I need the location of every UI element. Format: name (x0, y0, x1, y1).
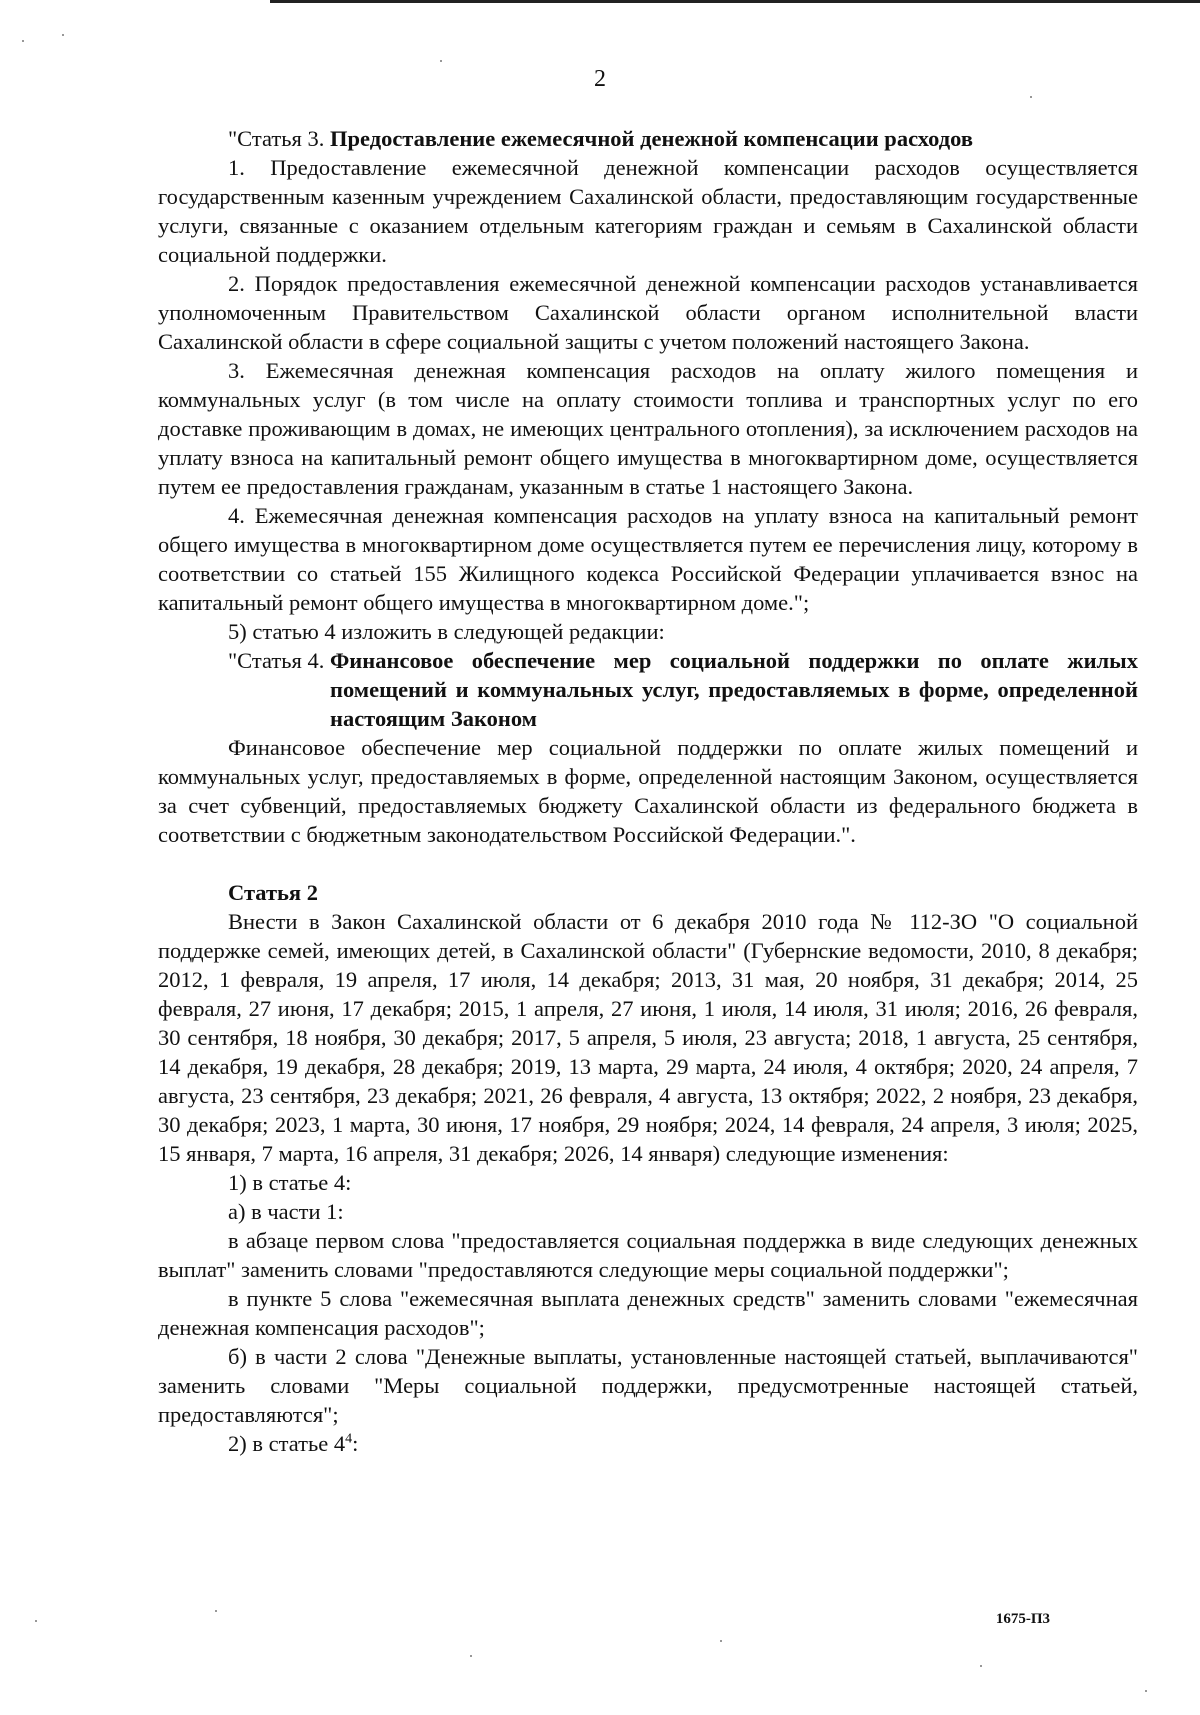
top-border-line (270, 0, 1200, 3)
section-2-heading: Статья 2 (228, 880, 318, 905)
section-2-intro: Внести в Закон Сахалинской области от 6 декабря 2010 года № 112-ЗО "О социальной поддержке семей, имеющих детей, в Сахалинской области" (Губернские ведомости, 2010, 8 декабря; 2012, 1 февраля, 19 апреля, 17 июля, 14 декабря; 2013, 31 мая, 20 ноября, 31 декабря; 2014, 25 февраля, 27 июня, 17 декабря; 2015, 1 апреля, 27 июня, 1 июля, 14 июля, 31 июля; 2016, 26 февраля, 30 сентября, 18 ноября, 30 декабря; 2017, 5 апреля, 5 июля, 23 августа; 2018, 1 августа, 25 сентября, 14 декабря, 19 декабря, 28 декабря; 2019, 13 марта, 29 марта, 24 июля, 4 октября; 2020, 24 апреля, 7 августа, 23 сентября, 23 декабря; 2021, 26 февраля, 4 августа, 13 октября; 2022, 2 ноября, 23 декабря, 30 декабря; 2023, 1 марта, 30 июня, 17 ноября, 29 ноября; 2024, 14 февраля, 24 апреля, 3 июля; 2025, 15 января, 7 марта, 16 апреля, 31 декабря; 2026, 14 января) следующие изменения: (158, 909, 1138, 1166)
article-4-title: Финансовое обеспечение мер социальной поддержки по оплате жилых помещений и коммунальных услуг, предоставляемых в форме, определенной настоящим Законом (329, 648, 1138, 731)
change-item-2-colon: : (352, 1431, 359, 1456)
change-paragraph-first: в абзаце первом слова "предоставляется социальная поддержка в виде следующих денежных выплат" заменить словами "предоставляются следующие меры социальной поддержки"; (158, 1228, 1138, 1282)
scan-speck (470, 1655, 472, 1657)
article-3-paragraph-2: 2. Порядок предоставления ежемесячной денежной компенсации расходов устанавливается уполномоченным Правительством Сахалинской области органом исполнительной власти Сахалинской области в сфере социальной защиты с учетом положений настоящего Закона. (158, 271, 1138, 354)
page-number: 2 (594, 66, 606, 92)
change-item-a: а) в части 1: (228, 1199, 344, 1224)
article-3-title: Предоставление ежемесячной денежной компенсации расходов (329, 126, 973, 151)
scan-speck (1030, 96, 1032, 98)
scan-speck (215, 1610, 217, 1612)
scan-speck (35, 1620, 37, 1622)
scan-speck (440, 60, 442, 62)
change-item-2-text: 2) в статье 4 (228, 1431, 346, 1456)
change-item-b: б) в части 2 слова "Денежные выплаты, установленные настоящей статьей, выплачиваются" заменить словами "Меры социальной поддержки, предусмотренные настоящей статьей, предоставляются"; (158, 1344, 1138, 1427)
scan-speck (980, 1665, 982, 1667)
scan-speck (720, 1640, 722, 1642)
article-3-paragraph-4: 4. Ежемесячная денежная компенсация расходов на уплату взноса на капитальный ремонт общего имущества в многоквартирном доме осуществляется путем ее перечисления лицу, которому в соответствии со статьей 155 Жилищного кодекса Российской Федерации уплачивается взнос на капитальный ремонт общего имущества в многоквартирном доме."; (158, 503, 1138, 615)
article-4-lead: "Статья 4. (228, 648, 330, 673)
document-body (158, 124, 1138, 1458)
change-point-5: в пункте 5 слова "ежемесячная выплата денежных средств" заменить словами "ежемесячная денежная компенсация расходов"; (158, 1286, 1138, 1340)
article-4-body: Финансовое обеспечение мер социальной поддержки по оплате жилых помещений и коммунальных услуг, предоставляемых в форме, определенной настоящим Законом, осуществляется за счет субвенций, предоставляемых бюджету Сахалинской области из федерального бюджета в соответствии с бюджетным законодательством Российской Федерации.". (158, 735, 1138, 847)
change-item-1: 1) в статье 4: (228, 1170, 352, 1195)
scan-speck (62, 34, 64, 36)
change-item-2-superscript: 4 (345, 1431, 353, 1447)
document-code: 1675-П3 (995, 1611, 1050, 1627)
article-4-heading (158, 646, 1138, 733)
scan-speck (22, 40, 24, 42)
change-item-2 (158, 1429, 1138, 1458)
article-3-paragraph-3: 3. Ежемесячная денежная компенсация расходов на оплату жилого помещения и коммунальных услуг (в том числе на оплату стоимости топлива и транспортных услуг по его доставке проживающим в домах, не имеющих центрального отопления), за исключением расходов на уплату взноса на капитальный ремонт общего имущества в многоквартирном доме, осуществляется путем ее предоставления гражданам, указанным в статье 1 настоящего Закона. (158, 358, 1138, 499)
article-3-paragraph-1: 1. Предоставление ежемесячной денежной компенсации расходов осуществляется государственным казенным учреждением Сахалинской области, предоставляющим государственные услуги, связанные с оказанием отдельным категориям граждан и семьям в Сахалинской области социальной поддержки. (158, 155, 1138, 267)
scan-speck (1145, 1690, 1147, 1692)
item-5: 5) статью 4 изложить в следующей редакции: (228, 619, 665, 644)
article-3-lead: "Статья 3. (228, 126, 330, 151)
article-3-heading (158, 124, 1138, 153)
